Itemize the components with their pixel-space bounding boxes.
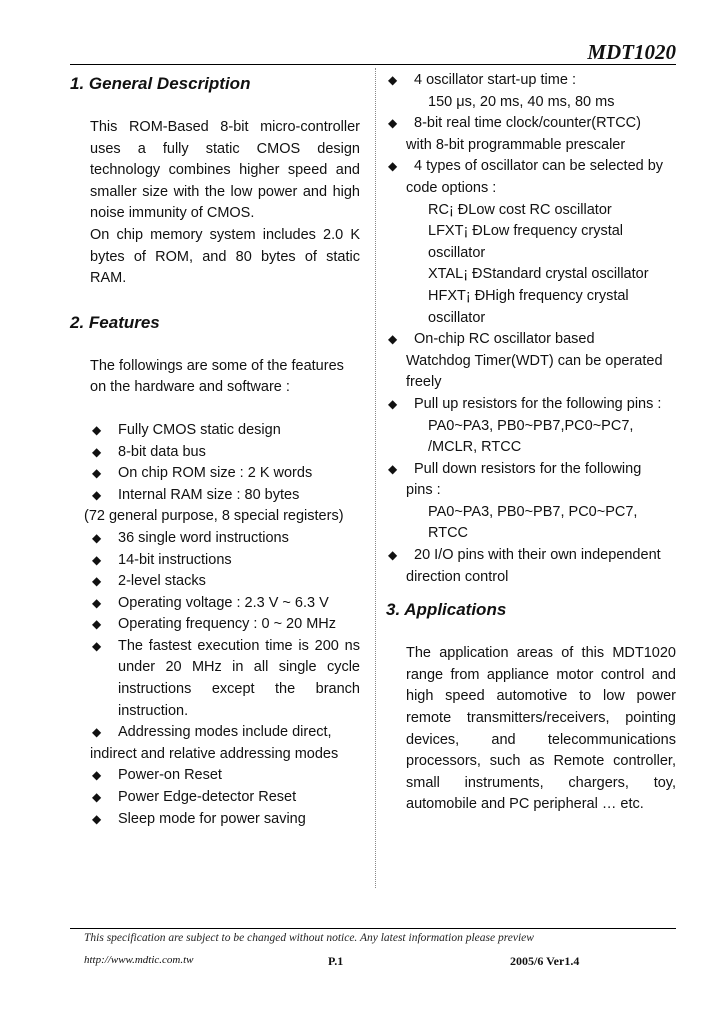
list-item: oscillator — [428, 309, 486, 326]
features-list-b — [70, 528, 360, 744]
footer-url-link[interactable]: http://www.mdtic.com.tw — [84, 954, 194, 966]
bullet-icon: ◆ — [92, 487, 102, 502]
document-title: MDT1020 — [587, 40, 676, 64]
general-description-paragraph: This ROM-Based 8-bit micro-controller uses a fully static CMOS design technology combines higher speed and smaller size with the low power and high noise immunity of CMOS. — [90, 119, 360, 222]
applications-paragraph: The application areas of this MDT1020 range from appliance motor control and high speed automotive to low power remote transmitters/receivers, pointing devices, and telecommunications processors, such as Remote controller, small instruments, chargers, toy, automobile and PC peripheral … etc. — [406, 645, 676, 813]
bullet-icon: ◆ — [388, 461, 398, 476]
list-item: XTAL¡ ÐStandard crystal oscillator — [428, 266, 649, 283]
list-item: ◆ Sleep mode for power saving — [90, 809, 360, 831]
list-item: ◆ Addressing modes include direct, — [90, 722, 360, 744]
list-item: ◆ Operating voltage : 2.3 V ~ 6.3 V — [90, 593, 360, 615]
bullet-icon: ◆ — [92, 444, 102, 459]
list-item: ◆ Internal RAM size : 80 bytes — [90, 485, 360, 507]
bullet-icon: ◆ — [92, 638, 102, 653]
bullet-icon: ◆ — [92, 422, 102, 437]
bullet-icon: ◆ — [388, 332, 398, 347]
features-list-c — [70, 765, 360, 830]
list-item: ◆ 4 oscillator start-up time : — [386, 70, 676, 92]
list-item: ◆ Power-on Reset — [90, 765, 360, 787]
features-list-a — [70, 420, 360, 506]
list-item: ◆ Operating frequency : 0 ~ 20 MHz — [90, 614, 360, 636]
section-applications-title: 3. Applications — [386, 600, 507, 620]
page-number: P.1 — [328, 954, 344, 968]
column-separator — [375, 68, 376, 888]
left-column — [70, 70, 360, 830]
features-intro: The followings are some of the features on the hardware and software : — [90, 357, 344, 396]
right-column: ◆ 4 oscillator start-up time : 150 μs, 20 ms, 40 ms, 80 ms ◆ 8-bit real time clock/counter(RTCC) with 8-bit programmable prescaler ◆ 4 types of oscillator can be selected by code options : RC¡ ÐLow cost RC oscillator LFXT¡ ÐLow frequency crystal oscillator XTAL¡ ÐStandard crystal oscillator HFXT¡ ÐHigh frequency crystal oscillator ◆ On-chip RC oscillator based Watchdog Timer(WDT) can be operated freely ◆ Pull up resistors for the following pins : PA0~PA3, PB0~PB7,PC0~PC7, /MCLR, RTCC ◆ Pull down resistors for the following pins : PA0~PA3, PB0~PB7, PC0~PC7, RTCC ◆ 20 I/O pins with their own independent direction control 3. Applications The application areas of this MDT1020 range from appliance motor control and high speed automotive to low power remote transmitters/receivers, pointing devices, and telecommunications processors, such as Remote controller, small instruments, chargers, toy, automobile and PC peripheral … etc. — [386, 70, 676, 816]
addressing-continuation: indirect and relative addressing modes — [90, 745, 339, 762]
list-item: ◆ 14-bit instructions — [90, 550, 360, 572]
ram-note: (72 general purpose, 8 special registers) — [84, 508, 344, 525]
bullet-icon: ◆ — [388, 396, 398, 411]
bullet-icon: ◆ — [92, 617, 102, 632]
bullet-icon: ◆ — [388, 548, 398, 563]
list-item: RC¡ ÐLow cost RC oscillator — [428, 201, 612, 218]
bullet-icon: ◆ — [92, 574, 102, 589]
bullet-icon: ◆ — [388, 116, 398, 131]
list-item: ◆ The fastest execution time is 200 ns under 20 MHz in all single cycle instructions except the branch instruction. — [90, 636, 360, 722]
bullet-icon: ◆ — [92, 466, 102, 481]
list-item: ◆ 8-bit real time clock/counter(RTCC) — [386, 113, 676, 135]
list-item: ◆ On-chip RC oscillator based — [386, 329, 676, 351]
section-general-description-title: 1. General Description — [70, 74, 251, 93]
memory-paragraph: On chip memory system includes 2.0 K bytes of ROM, and 80 bytes of static RAM. — [90, 226, 360, 287]
bullet-icon: ◆ — [92, 725, 102, 740]
bullet-icon: ◆ — [388, 159, 398, 174]
list-item: ◆ On chip ROM size : 2 K words — [90, 463, 360, 485]
list-item: ◆ 36 single word instructions — [90, 528, 360, 550]
bullet-icon: ◆ — [92, 768, 102, 783]
bullet-icon: ◆ — [92, 790, 102, 805]
bullet-icon: ◆ — [388, 73, 398, 87]
list-item: ◆ 4 types of oscillator can be selected by — [386, 156, 676, 178]
bullet-icon: ◆ — [92, 595, 102, 610]
list-item: ◆ 2-level stacks — [90, 571, 360, 593]
oscillator-options — [386, 200, 676, 330]
bullet-icon: ◆ — [92, 811, 102, 826]
footer-rule — [70, 928, 676, 929]
bullet-icon: ◆ — [92, 552, 102, 567]
list-item: ◆ Power Edge-detector Reset — [90, 787, 360, 809]
section-features-title: 2. Features — [70, 312, 160, 332]
bullet-icon: ◆ — [92, 530, 102, 545]
list-item: ◆ 8-bit data bus — [90, 442, 360, 464]
list-item: LFXT¡ ÐLow frequency crystal oscillator — [428, 223, 624, 261]
version-label: 2005/6 Ver1.4 — [510, 954, 580, 968]
list-item: ◆ Pull down resistors for the following — [386, 459, 676, 481]
startup-times: 150 μs, 20 ms, 40 ms, 80 ms — [428, 93, 615, 110]
list-item: ◆ Fully CMOS static design — [90, 420, 360, 442]
footer-notice: This specification are subject to be changed without notice. Any latest information please preview — [84, 932, 534, 944]
list-item: ◆ Pull up resistors for the following pins : — [386, 394, 676, 416]
list-item: HFXT¡ ÐHigh frequency crystal — [428, 287, 629, 304]
list-item: ◆ 20 I/O pins with their own independent — [386, 545, 676, 567]
header-rule — [70, 64, 676, 65]
